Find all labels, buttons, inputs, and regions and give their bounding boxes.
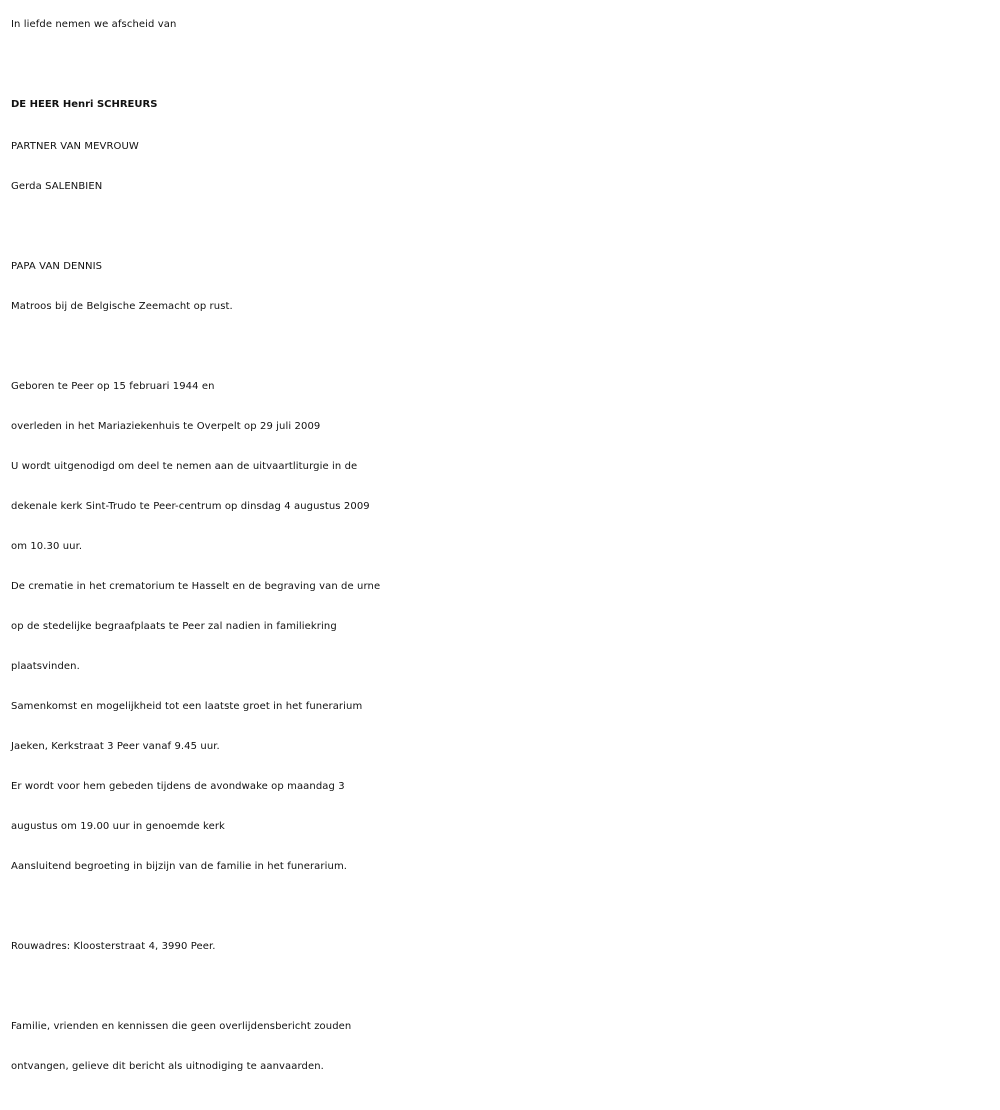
obituary-notice bbox=[11, 5, 996, 1087]
detail-line: U wordt uitgenodigd om deel te nemen aan de uitvaartliturgie in de bbox=[11, 461, 358, 472]
child-line: PAPA VAN DENNIS bbox=[11, 261, 103, 272]
deceased-name: DE HEER Henri SCHREURS bbox=[11, 99, 158, 110]
detail-line: Samenkomst en mogelijkheid tot een laatste groet in het funerarium bbox=[11, 701, 363, 712]
spacer bbox=[11, 45, 996, 83]
mourning-address: Rouwadres: Kloosterstraat 4, 3990 Peer. bbox=[11, 941, 216, 952]
detail-line: Aansluitend begroeting in bijzijn van de familie in het funerarium. bbox=[11, 861, 348, 872]
detail-line: plaatsvinden. bbox=[11, 661, 80, 672]
detail-line: om 10.30 uur. bbox=[11, 541, 83, 552]
detail-line: dekenale kerk Sint-Trudo te Peer-centrum op dinsdag 4 augustus 2009 bbox=[11, 501, 370, 512]
spacer bbox=[11, 327, 996, 367]
detail-line: Jaeken, Kerkstraat 3 Peer vanaf 9.45 uur. bbox=[11, 741, 220, 752]
occupation-line: Matroos bij de Belgische Zeemacht op rust. bbox=[11, 301, 233, 312]
spacer bbox=[11, 967, 996, 1007]
detail-line: augustus om 19.00 uur in genoemde kerk bbox=[11, 821, 225, 832]
detail-line: Geboren te Peer op 15 februari 1944 en bbox=[11, 381, 215, 392]
closing-line: Familie, vrienden en kennissen die geen overlijdensbericht zouden bbox=[11, 1021, 352, 1032]
spacer bbox=[11, 207, 996, 247]
partner-line: PARTNER VAN MEVROUW bbox=[11, 141, 139, 152]
closing-line: ontvangen, gelieve dit bericht als uitnodiging te aanvaarden. bbox=[11, 1061, 324, 1072]
detail-line: Er wordt voor hem gebeden tijdens de avondwake op maandag 3 bbox=[11, 781, 345, 792]
detail-line: De crematie in het crematorium te Hasselt en de begraving van de urne bbox=[11, 581, 381, 592]
intro-text: In liefde nemen we afscheid van bbox=[11, 19, 177, 30]
detail-line: op de stedelijke begraafplaats te Peer zal nadien in familiekring bbox=[11, 621, 337, 632]
spacer bbox=[11, 887, 996, 927]
detail-line: overleden in het Mariaziekenhuis te Overpelt op 29 juli 2009 bbox=[11, 421, 321, 432]
partner-name: Gerda SALENBIEN bbox=[11, 181, 103, 192]
